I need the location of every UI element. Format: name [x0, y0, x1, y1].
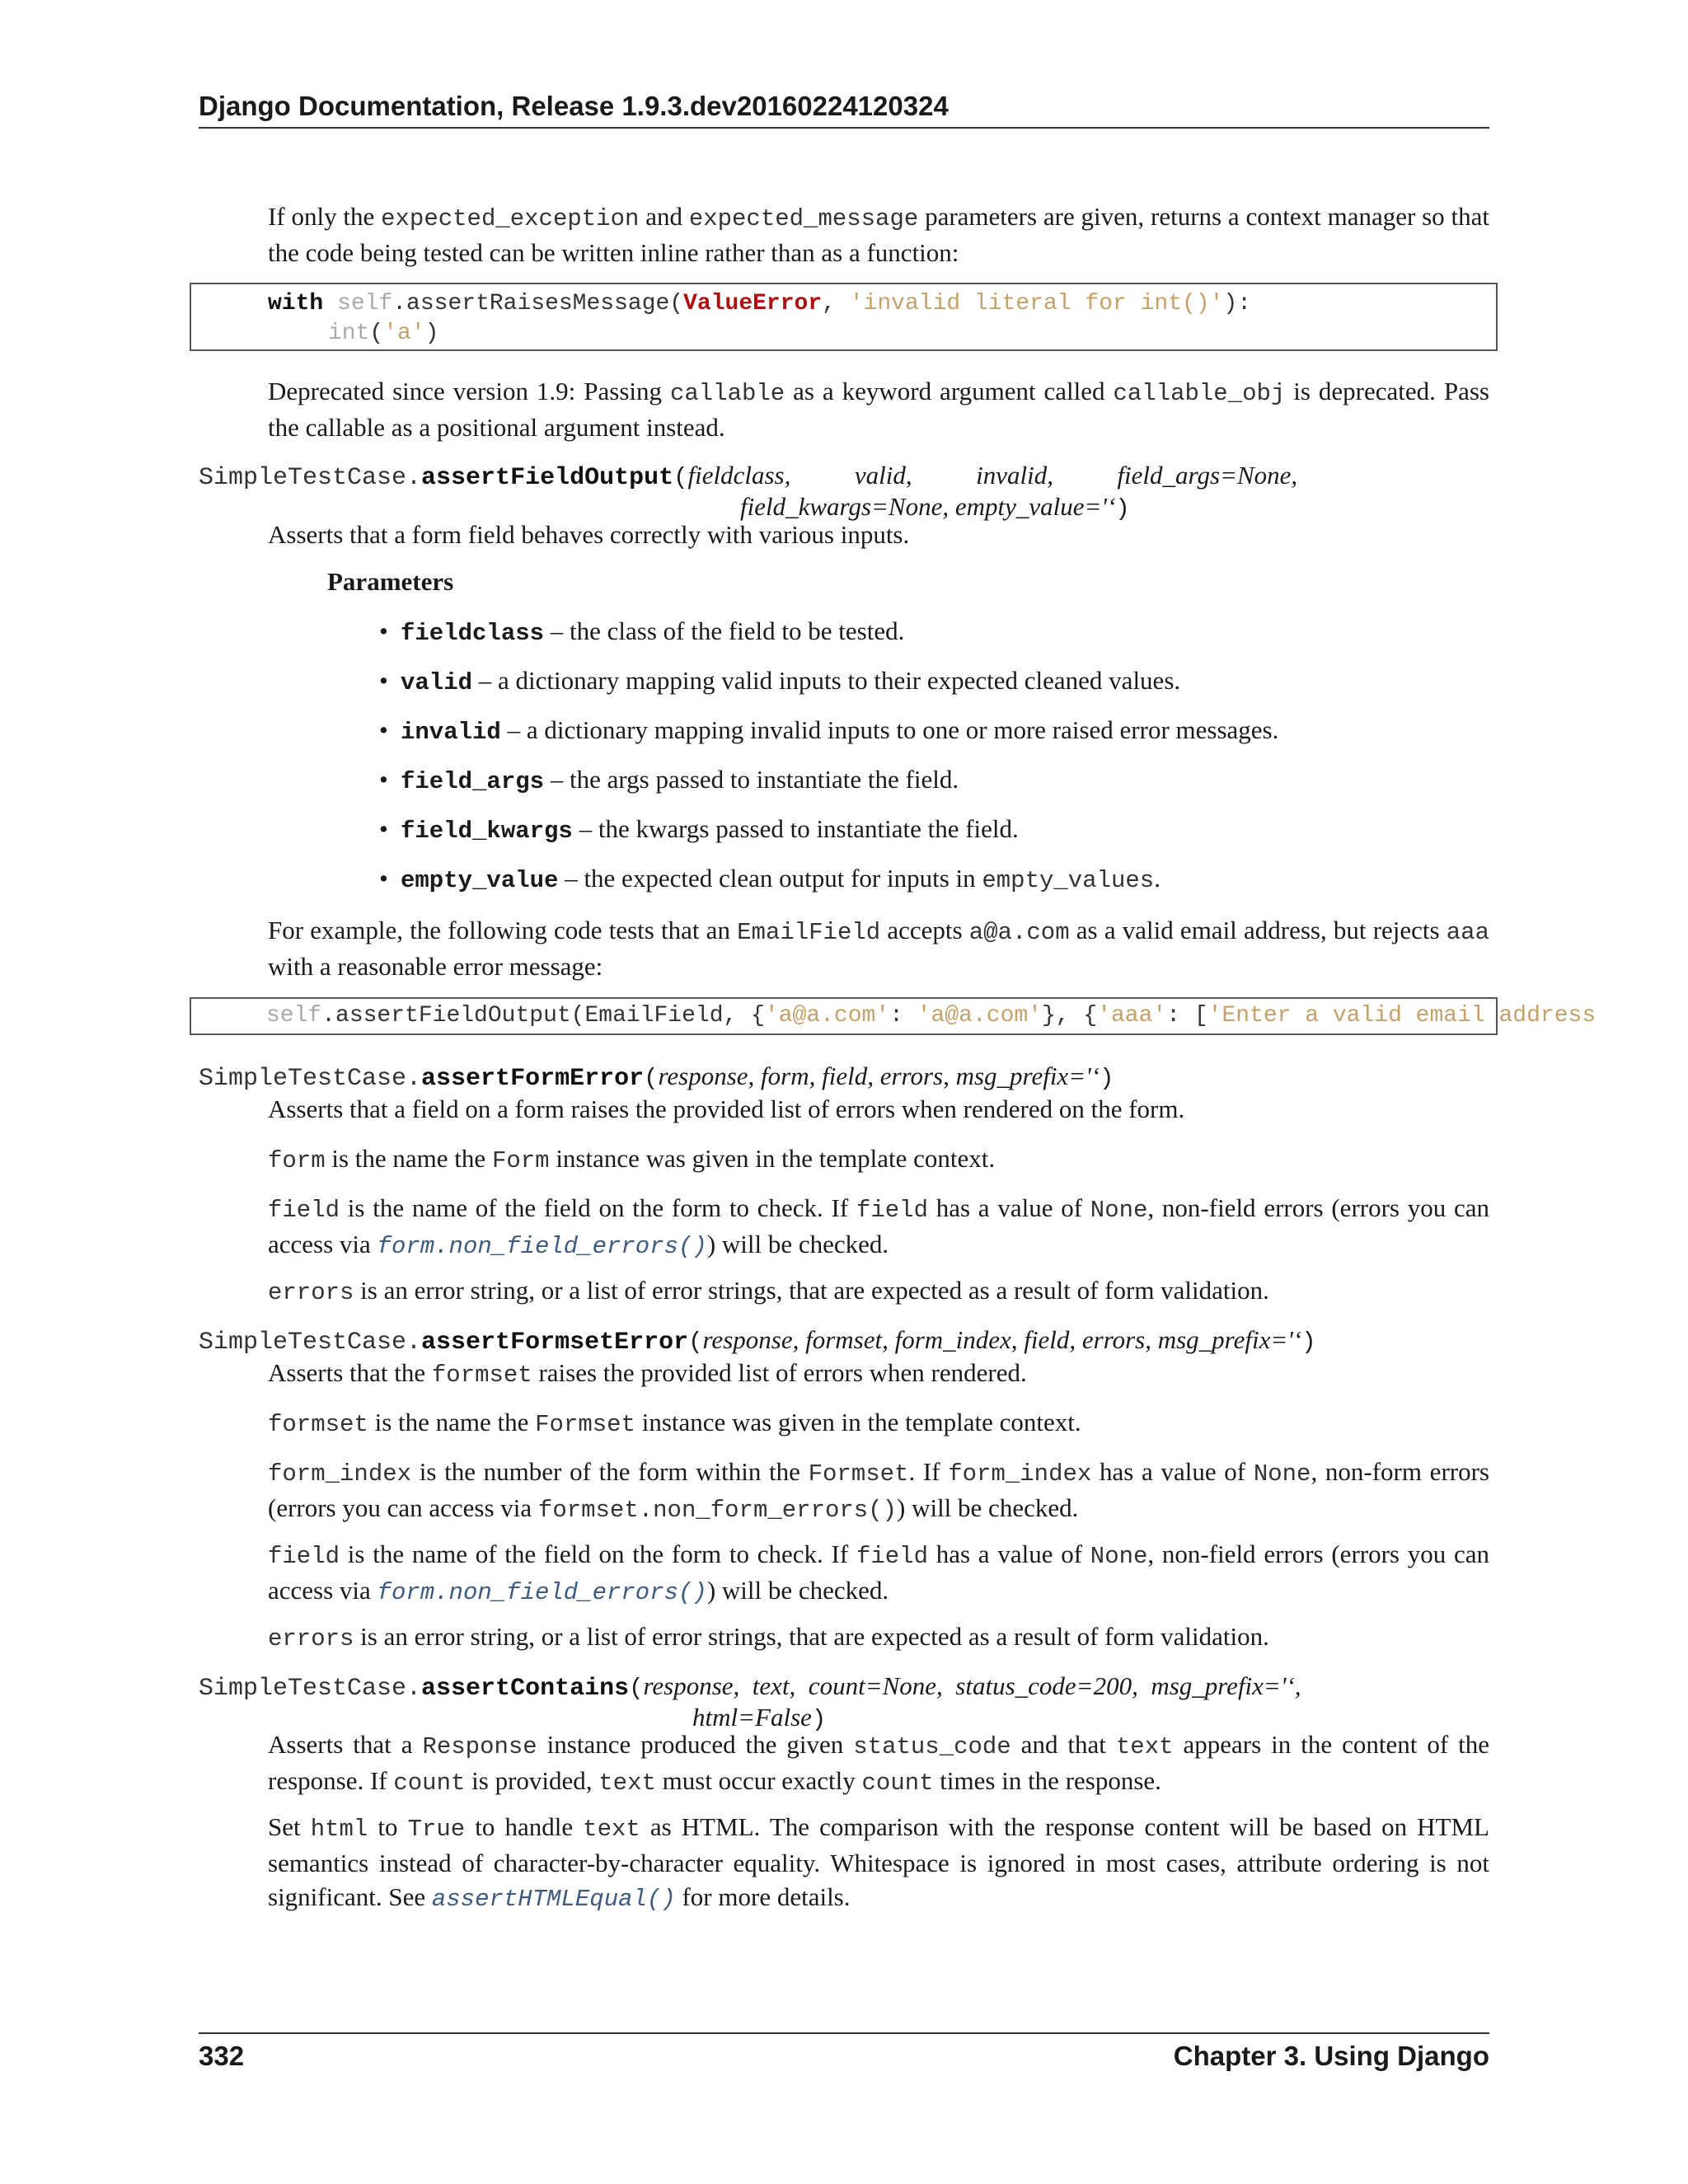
code-exception: ValueError	[683, 291, 823, 316]
code-block-raises-message	[190, 283, 1498, 351]
text: , non-field errors (errors you can access via	[268, 1540, 1490, 1605]
param-item	[379, 715, 1472, 746]
form-error-form-para	[268, 1141, 1489, 1178]
inline-code: count	[861, 1769, 934, 1797]
formset-error-formset-para	[268, 1405, 1489, 1441]
signature-assert-formset-error	[199, 1324, 1489, 1358]
text: with a reasonable error message:	[268, 952, 603, 981]
signature-assert-form-error	[199, 1061, 1489, 1094]
inline-code: empty_values	[982, 867, 1155, 894]
signature-args: response, formset, form_index, field, errors, msg_prefix='‘	[702, 1325, 1302, 1354]
param-item	[379, 765, 1472, 795]
text: is an error string, or a list of error strings, that are expected as a result of form validation.	[354, 1622, 1269, 1651]
contains-html-para	[268, 1810, 1489, 1916]
text: is deprecated. Pass the callable as a positional argument instead.	[268, 377, 1489, 442]
text: must occur exactly	[655, 1766, 862, 1795]
signature-function: assertFieldOutput	[421, 464, 674, 492]
text: appears in the content of the response. If	[268, 1730, 1489, 1795]
text: to handle	[465, 1812, 584, 1841]
page-header: Django Documentation, Release 1.9.3.dev20160224120324	[199, 91, 1489, 129]
text: accepts	[880, 916, 969, 944]
param-desc: – the expected clean output for inputs in	[558, 864, 982, 893]
text: . If	[908, 1457, 949, 1486]
text: is the name the	[368, 1408, 536, 1436]
inline-code: field	[268, 1543, 340, 1570]
inline-code: Formset	[808, 1460, 909, 1488]
param-name: invalid	[401, 719, 501, 746]
param-desc: – a dictionary mapping valid inputs to their expected cleaned values.	[472, 666, 1181, 695]
code-string: 'Enter a valid email address	[1207, 1003, 1597, 1029]
signature-args: field_kwargs=None, empty_value='‘	[740, 492, 1116, 521]
code-line	[266, 1003, 1596, 1029]
bullet-icon: •	[379, 715, 388, 744]
signature-paren: )	[1301, 1329, 1316, 1356]
text: and	[639, 202, 689, 231]
inline-code: expected_message	[688, 205, 919, 232]
page-footer	[199, 2032, 1489, 2072]
inline-code: status_code	[853, 1733, 1011, 1760]
page-number: 332	[199, 2041, 245, 2071]
signature-function: assertFormsetError	[421, 1329, 689, 1357]
code-text: }, {	[1041, 1003, 1098, 1029]
form-error-field-para	[268, 1191, 1489, 1263]
param-name: fieldclass	[401, 620, 545, 647]
code-block-field-output-clip	[190, 997, 1688, 1035]
param-item	[379, 616, 1472, 647]
param-name: field_args	[401, 768, 545, 795]
signature-class: SimpleTestCase.	[199, 1329, 422, 1357]
text: instance produced the given	[537, 1730, 854, 1759]
signature-args: response, form, field, errors, msg_prefix='‘	[658, 1062, 1100, 1090]
inline-code: form_index	[948, 1460, 1092, 1488]
inline-code: expected_exception	[381, 205, 640, 232]
param-name: valid	[401, 669, 473, 696]
inline-code: errors	[268, 1279, 354, 1306]
param-desc: – the args passed to instantiate the field.	[544, 765, 959, 794]
text: is the number of the form within the	[411, 1457, 809, 1486]
non-field-errors-link[interactable]: form.non_field_errors()	[377, 1579, 707, 1606]
text: is the name of the field on the form to check. If	[340, 1193, 856, 1222]
inline-code: formset	[431, 1361, 532, 1389]
inline-code: formset	[268, 1411, 368, 1438]
code-text: (	[369, 321, 384, 346]
text: times in the response.	[933, 1766, 1161, 1795]
formset-error-form-index-para	[268, 1455, 1489, 1527]
text: Asserts that the	[268, 1358, 432, 1387]
inline-code: text	[1115, 1733, 1174, 1760]
code-string: 'a@a.com'	[917, 1003, 1042, 1029]
param-name: empty_value	[401, 867, 559, 894]
signature-function: assertFormError	[421, 1065, 645, 1093]
inline-code: errors	[268, 1625, 354, 1652]
code-text: :	[889, 1003, 917, 1029]
inline-code: text	[598, 1769, 656, 1797]
code-string: 'aaa'	[1097, 1003, 1167, 1029]
bullet-icon: •	[379, 814, 388, 843]
param-item	[379, 814, 1472, 845]
text: Asserts that a	[268, 1730, 423, 1759]
param-item	[379, 864, 1472, 894]
code-builtin: int	[328, 321, 370, 346]
inline-code: callable	[669, 380, 785, 407]
inline-code: a@a.com	[968, 919, 1070, 946]
assert-html-equal-link[interactable]: assertHTMLEqual()	[431, 1886, 676, 1913]
inline-code: text	[583, 1816, 640, 1843]
inline-code: form_index	[268, 1460, 412, 1488]
inline-code: html	[310, 1816, 368, 1843]
non-field-errors-link[interactable]: form.non_field_errors()	[377, 1233, 707, 1260]
code-self: self	[266, 1003, 322, 1029]
text: ) will be checked.	[706, 1576, 889, 1605]
inline-code: Formset	[535, 1411, 635, 1438]
code-text: ,	[822, 291, 850, 316]
code-text: .assertFieldOutput(EmailField, {	[321, 1003, 765, 1029]
text: If only the	[268, 202, 382, 231]
text: , non-form errors (errors you can access via	[268, 1457, 1489, 1522]
code-line	[268, 291, 1251, 316]
text: For example, the following code tests that an	[268, 916, 738, 944]
code-keyword: with	[268, 291, 324, 316]
chapter-title: Chapter 3. Using Django	[1173, 2041, 1489, 2071]
deprecation-note	[268, 374, 1489, 444]
text: for more details.	[675, 1882, 851, 1911]
inline-code: Response	[422, 1733, 537, 1760]
text: instance was given in the template context.	[635, 1408, 1081, 1436]
signature-args: response, text, count=None, status_code=200, msg_prefix='‘,	[643, 1671, 1301, 1700]
formset-error-description	[268, 1356, 1489, 1392]
param-desc: – the kwargs passed to instantiate the field.	[572, 814, 1019, 843]
signature-class: SimpleTestCase.	[199, 464, 422, 492]
text: is the name of the field on the form to check. If	[340, 1540, 856, 1568]
text: raises the provided list of errors when rendered.	[532, 1358, 1027, 1387]
text: parameters are given, returns a context manager so that the code being tested can be written inline rather than as a function:	[268, 202, 1489, 267]
code-text: ):	[1223, 291, 1252, 316]
inline-code: aaa	[1446, 919, 1489, 946]
signature-class: SimpleTestCase.	[199, 1675, 422, 1703]
inline-code: field	[268, 1197, 340, 1224]
text: ) will be checked.	[706, 1230, 889, 1258]
signature-args: html=False	[692, 1703, 812, 1732]
signature-paren: )	[1115, 495, 1130, 523]
text: to	[368, 1812, 408, 1841]
text: has a value of	[927, 1193, 1090, 1222]
parameters-heading: Parameters	[327, 567, 454, 596]
inline-code: form	[268, 1147, 326, 1174]
formset-error-errors-para	[268, 1619, 1489, 1656]
field-output-description: Asserts that a form field behaves correctly with various inputs.	[268, 520, 910, 549]
text: as a keyword argument called	[785, 377, 1114, 405]
text: , non-field errors (errors you can access via	[268, 1193, 1490, 1258]
inline-code: None	[1253, 1460, 1311, 1488]
text: Deprecated since version 1.9: Passing	[268, 377, 670, 405]
param-item	[379, 666, 1472, 696]
inline-code: Form	[491, 1147, 550, 1174]
signature-assert-field-output	[199, 460, 1489, 494]
signature-assert-contains	[199, 1671, 1489, 1704]
inline-code: None	[1090, 1543, 1148, 1570]
contains-description	[268, 1727, 1489, 1800]
text: is provided,	[465, 1766, 599, 1795]
inline-code: True	[407, 1816, 466, 1843]
bullet-icon: •	[379, 616, 388, 645]
inline-code: field	[856, 1543, 928, 1570]
signature-args: fieldclass, valid, invalid, field_args=None,	[687, 461, 1298, 490]
text: has a value of	[927, 1540, 1090, 1568]
signature-paren: (	[644, 1065, 659, 1092]
inline-code: formset.non_form_errors()	[537, 1497, 897, 1524]
code-line	[328, 321, 438, 346]
signature-paren: (	[688, 1329, 703, 1356]
text: and that	[1010, 1730, 1116, 1759]
text: as HTML. The comparison with the response content will be based on HTML semantics instead of character-by-character equality. Whitespace is ignored in most cases, attribute ordering is not significant. See	[268, 1812, 1489, 1911]
bullet-icon: •	[379, 666, 388, 695]
text: instance was given in the template context.	[549, 1144, 996, 1173]
text: has a value of	[1091, 1457, 1254, 1486]
inline-code: callable_obj	[1113, 380, 1286, 407]
code-string: 'a'	[383, 321, 425, 346]
text: is an error string, or a list of error strings, that are expected as a result of form validation.	[354, 1276, 1269, 1305]
intro-paragraph	[268, 199, 1489, 269]
bullet-icon: •	[379, 864, 388, 893]
code-string: 'invalid literal for int()'	[849, 291, 1224, 316]
signature-paren: )	[1100, 1065, 1114, 1092]
code-text: )	[424, 321, 439, 346]
code-text: : [	[1166, 1003, 1208, 1029]
inline-code: field	[856, 1197, 928, 1224]
formset-error-field-para	[268, 1537, 1489, 1610]
param-desc: – a dictionary mapping invalid inputs to one or more raised error messages.	[500, 715, 1279, 744]
inline-code: EmailField	[737, 919, 881, 946]
text: as a valid email address, but rejects	[1069, 916, 1447, 944]
signature-class: SimpleTestCase.	[199, 1065, 422, 1093]
inline-code: count	[393, 1769, 466, 1797]
param-name: field_kwargs	[401, 818, 573, 845]
example-paragraph	[268, 913, 1489, 983]
text: .	[1154, 864, 1160, 893]
signature-paren: )	[811, 1706, 827, 1733]
form-error-errors-para	[268, 1273, 1489, 1310]
text: ) will be checked.	[897, 1493, 1079, 1522]
signature-paren: (	[673, 464, 688, 491]
signature-function: assertContains	[421, 1675, 630, 1703]
signature-paren: (	[629, 1675, 644, 1702]
form-error-description: Asserts that a field on a form raises the provided list of errors when rendered on the form.	[268, 1094, 1185, 1123]
text: is the name the	[325, 1144, 492, 1173]
inline-code: None	[1090, 1197, 1148, 1224]
code-text: .assertRaisesMessage(	[392, 291, 684, 316]
code-string: 'a@a.com'	[764, 1003, 890, 1029]
code-self: self	[337, 291, 393, 316]
text: Set	[268, 1812, 311, 1841]
bullet-icon: •	[379, 765, 388, 794]
param-desc: – the class of the field to be tested.	[544, 616, 905, 645]
